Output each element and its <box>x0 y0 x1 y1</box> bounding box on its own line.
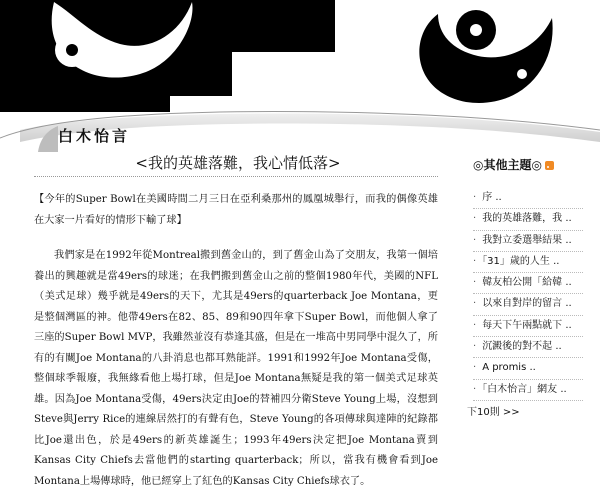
bullet-icon: · <box>473 298 477 310</box>
sidebar-item[interactable] <box>473 316 583 337</box>
next-page-link[interactable]: 下10則 >> <box>467 407 520 418</box>
title-divider <box>34 176 438 177</box>
bullet-icon: · <box>473 255 477 267</box>
post-intro: 【今年的Super Bowl在美國時間二月三日在亞利桑那州的鳳凰城舉行，而我的偶像英雄在大家一片看好的情形下輸了球】 <box>34 194 438 226</box>
sidebar-item[interactable] <box>473 188 583 209</box>
sidebar-item[interactable] <box>473 252 583 273</box>
bullet-icon: · <box>473 277 477 289</box>
rss-icon[interactable] <box>545 161 554 170</box>
post-body: 我們家是在1992年從Montreal搬到舊金山的，到了舊金山為了交朋友，我第一個培養出的興趣就是當49ers的球迷；在我們搬到舊金山之前的整個1980年代，美國的NFL（美式足球）幾乎就是49ers的天下，尤其是49ers的quarterback Joe Montana，更是整個灣區的神。他帶49ers在82、85、89和90四年拿下Super Bowl，而他個人拿了三座的Super Bowl MVP，我雖然並沒有恭逢其盛，但是在一堆高中男同學中混久了，所有的有關Joe Montana的八卦消息也都耳熟能詳。1991和1992年Joe Montana受傷，整個球季報廢，我無緣看他上場打球，但是Joe Montana無疑是我的第一個美式足球英雄。因為Joe Montana受傷，49ers決定由Joe的替補四分衛Steve Young上場，沒想到Steve與Jerry Rice的連線居然打的有聲有色，Steve Young的各項傳球與達陣的紀錄都比Joe還出色，於是49ers的新英雄誕生；1993年49ers決定把Joe Montana賣到Kansas City Chiefs去當他們的starting quarterback；所以，當我有機會看到Joe Montana上場傳球時，他已經穿上了紅色的Kansas City Chiefs球衣了。 <box>34 250 438 487</box>
sidebar-heading <box>473 156 554 173</box>
sidebar-item[interactable] <box>473 231 583 252</box>
sidebar-item-link[interactable]: 序 .. <box>482 192 502 203</box>
bullet-icon: · <box>473 234 477 246</box>
sidebar-item-link[interactable]: 每天下午兩點就下 .. <box>482 319 572 331</box>
sidebar-item-link[interactable]: 「31」歲的人生 .. <box>482 255 560 267</box>
bullet-icon: · <box>473 319 477 331</box>
sidebar-heading-label: ◎其他主題◎ <box>473 158 542 172</box>
sidebar-item-link[interactable]: 以來自對岸的留言 .. <box>482 298 572 310</box>
sidebar-topic-list <box>473 188 583 401</box>
sidebar-item-link[interactable]: 「白木怡言」網友 .. <box>482 383 567 395</box>
bullet-icon: · <box>473 192 477 203</box>
sidebar-item-link[interactable]: A promis .. <box>482 362 536 374</box>
bullet-icon: · <box>473 213 477 225</box>
sidebar-item[interactable] <box>473 209 583 230</box>
sidebar-item-link[interactable]: 韓友柏公開「給韓 .. <box>482 277 572 289</box>
sidebar-item[interactable] <box>473 294 583 315</box>
sidebar-item-link[interactable]: 沉澱後的對不起 .. <box>482 341 562 353</box>
header-banner <box>0 0 600 112</box>
bullet-icon: · <box>473 383 477 395</box>
sidebar-item-link[interactable]: 我對立委選舉結果 .. <box>482 234 572 246</box>
bullet-icon: · <box>473 362 477 374</box>
bullet-icon: · <box>473 341 477 353</box>
post-title: <我的英雄落難，我心情低落> <box>135 154 341 172</box>
sidebar-item[interactable] <box>473 273 583 294</box>
sidebar-item-link[interactable]: 我的英雄落難，我 .. <box>482 213 572 225</box>
site-title[interactable]: 白木怡言 <box>58 127 131 145</box>
sidebar-item[interactable] <box>473 358 583 379</box>
sidebar-item[interactable] <box>473 380 583 401</box>
sidebar-item[interactable] <box>473 337 583 358</box>
